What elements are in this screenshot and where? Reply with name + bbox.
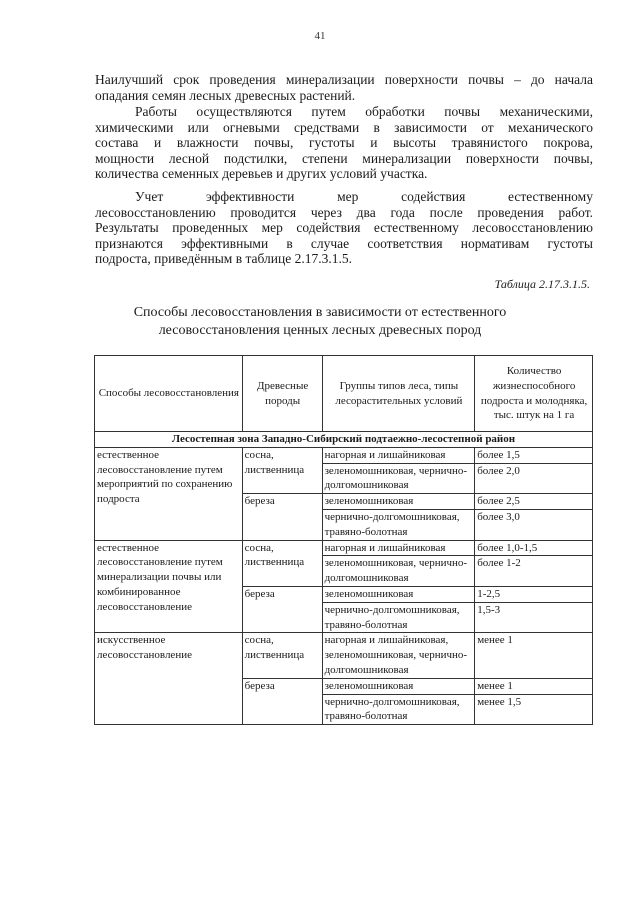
quantity-cell: менее 1,5 <box>475 694 593 725</box>
text-line: химическими или огневыми средствами в зависимости от механического <box>95 119 593 135</box>
forest-type-cell: зеленомошниковая <box>322 494 475 510</box>
species-cell: сосна, лиственница <box>242 540 322 586</box>
word: мер <box>337 189 359 204</box>
quantity-cell: более 2,0 <box>475 463 593 494</box>
quantity-cell: менее 1 <box>475 633 593 678</box>
quantity-cell: более 1-2 <box>475 556 593 587</box>
page-number: 41 <box>314 30 326 42</box>
forest-type-cell: нагорная и лишайниковая, зеленомошниковая, чернично-долгомошниковая <box>322 633 475 678</box>
forest-type-cell: нагорная и лишайниковая <box>322 540 475 556</box>
quantity-cell: более 3,0 <box>475 509 593 540</box>
text-line: состава и влажности почвы, густоты и высоты травянистого покрова, <box>95 135 593 151</box>
table-row <box>95 540 593 556</box>
species-cell: береза <box>242 494 322 540</box>
text-line: лесовосстановлению проводится через два года после проведения работ. <box>95 204 593 220</box>
regeneration-table <box>94 355 593 725</box>
quantity-cell: более 1,0-1,5 <box>475 540 593 556</box>
text-line: признаются эффективными в случае соответствия нормативам густоты <box>95 235 593 251</box>
quantity-cell: менее 1 <box>475 678 593 694</box>
quantity-cell: более 2,5 <box>475 494 593 510</box>
method-cell: искусственное лесовосстановление <box>95 633 243 725</box>
paragraph-work-methods <box>95 104 593 182</box>
quantity-cell: более 1,5 <box>475 447 593 463</box>
forest-type-cell: зеленомошниковая, чернично-долгомошниковая <box>322 463 475 494</box>
text-line: опадания семян лесных древесных растений. <box>95 87 356 103</box>
forest-type-cell: чернично-долгомошниковая, травяно-болотная <box>322 509 475 540</box>
paragraph-mineralization-timing <box>95 72 593 103</box>
quantity-cell: 1,5-3 <box>475 602 593 633</box>
word: эффективности <box>205 189 295 204</box>
word: содействия <box>401 189 466 204</box>
method-cell: естественное лесовосстановление путем мероприятий по сохранению подроста <box>95 447 243 540</box>
header-forest-types: Группы типов леса, типы лесорастительных условий <box>322 356 475 432</box>
header-quantity: Количество жизнеспособного подроста и молодняка, тыс. штук на 1 га <box>475 356 593 432</box>
table-row <box>95 633 593 678</box>
word: естественному <box>508 189 593 204</box>
text-line: Наилучший срок проведения минерализации поверхности почвы – до начала <box>95 72 593 87</box>
header-species: Древесные породы <box>242 356 322 432</box>
text-line: подроста, приведённым в таблице 2.17.3.1.5. <box>95 251 352 267</box>
table-caption <box>0 304 640 340</box>
text-line: мощности лесной подстилки, степени минерализации поверхности почвы, <box>95 150 593 166</box>
quantity-cell: 1-2,5 <box>475 586 593 602</box>
text-line: Работы осуществляются путем обработки почвы механическими, <box>135 104 593 119</box>
table-header-row <box>95 356 593 432</box>
forest-type-cell: чернично-долгомошниковая, травяно-болотная <box>322 694 475 725</box>
species-cell: береза <box>242 678 322 724</box>
word: Учет <box>135 189 164 204</box>
paragraph-efficiency-assessment <box>95 189 593 267</box>
forest-type-cell: зеленомошниковая, чернично-долгомошниковая <box>322 556 475 587</box>
forest-type-cell: зеленомошниковая <box>322 586 475 602</box>
header-method: Способы лесовосстановления <box>95 356 243 432</box>
method-cell: естественное лесовосстановление путем минерализации почвы или комбинированное лесовосстановление <box>95 540 243 633</box>
forest-type-cell: чернично-долгомошниковая, травяно-болотная <box>322 602 475 633</box>
species-cell: сосна, лиственница <box>242 633 322 678</box>
text-line: количества семенных деревьев и других условий участка. <box>95 166 428 182</box>
zone-row <box>95 432 593 448</box>
forest-type-cell: нагорная и лишайниковая <box>322 447 475 463</box>
caption-line: лесовосстановления ценных лесных древесных пород <box>158 323 482 338</box>
species-cell: береза <box>242 586 322 632</box>
caption-line: Способы лесовосстановления в зависимости от естественного <box>133 305 507 320</box>
text-line: Результаты проведенных мер содействия естественному лесовосстановлению <box>95 220 593 236</box>
forest-type-cell: зеленомошниковая <box>322 678 475 694</box>
table-reference: Таблица 2.17.3.1.5. <box>494 277 590 291</box>
zone-label: Лесостепная зона Западно-Сибирский подтаежно-лесостепной район <box>95 432 593 448</box>
text-line <box>95 189 593 205</box>
table-row <box>95 447 593 463</box>
species-cell: сосна, лиственница <box>242 447 322 493</box>
